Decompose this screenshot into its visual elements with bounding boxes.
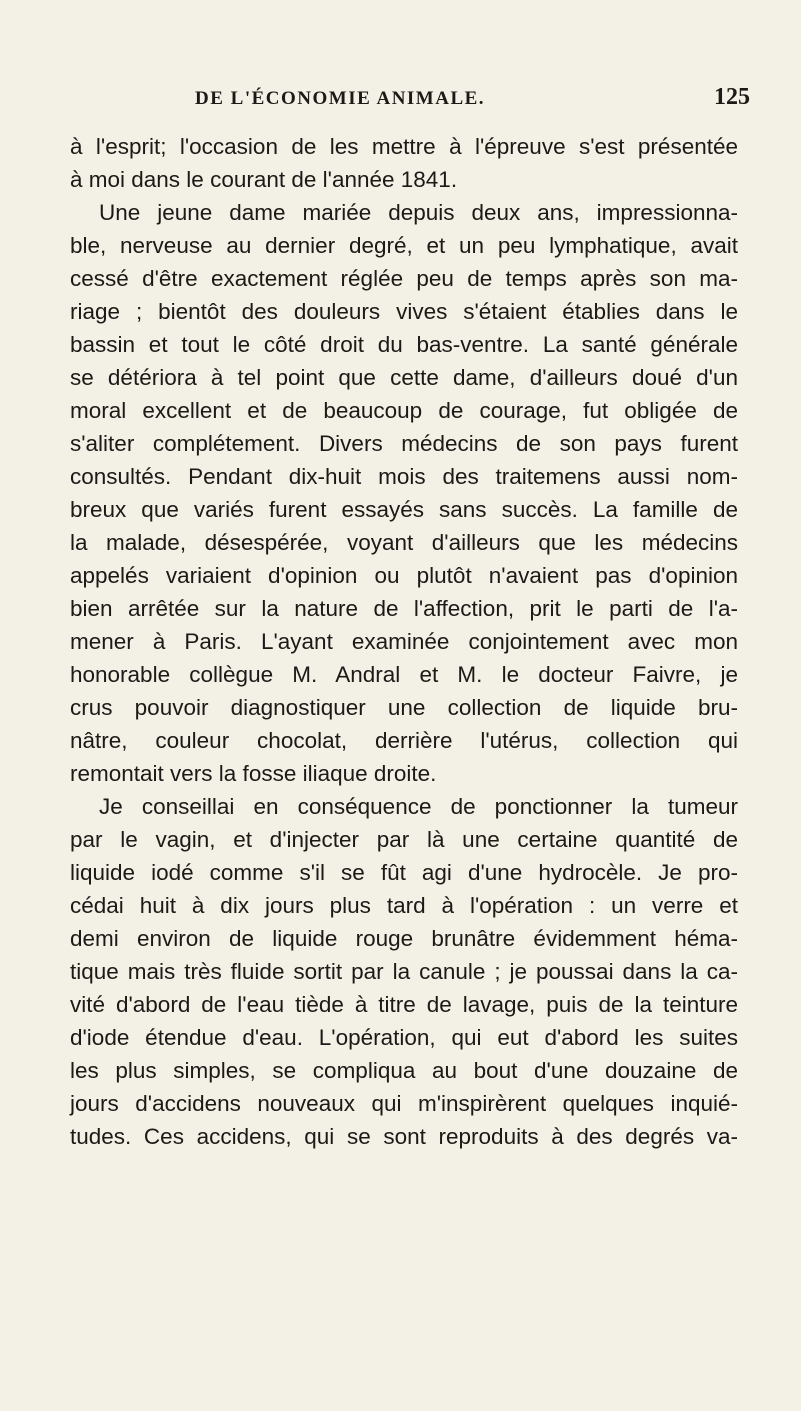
text-line: les plus simples, se compliqua au bout d'une douzaine de [70, 1058, 738, 1083]
text-line: consultés. Pendant dix-huit mois des traitemens aussi nom- [70, 464, 738, 489]
text-line: appelés variaient d'opinion ou plutôt n'avaient pas d'opinion [70, 563, 738, 588]
text-line: nâtre, couleur chocolat, derrière l'utérus, collection qui [70, 728, 738, 753]
text-line: par le vagin, et d'injecter par là une certaine quantité de [70, 827, 738, 852]
text-line: à moi dans le courant de l'année 1841. [70, 167, 458, 192]
text-line: ble, nerveuse au dernier degré, et un peu lymphatique, avait [70, 233, 738, 258]
text-line: bassin et tout le côté droit du bas-ventre. La santé générale [70, 332, 738, 357]
text-line: honorable collègue M. Andral et M. le docteur Faivre, je [70, 662, 738, 687]
text-line: crus pouvoir diagnostiquer une collection de liquide bru- [70, 695, 738, 720]
text-line: jours d'accidens nouveaux qui m'inspirèrent quelques inquié- [70, 1091, 738, 1116]
page-header [0, 84, 801, 118]
text-line: se détériora à tel point que cette dame, d'ailleurs doué d'un [70, 365, 738, 390]
text-line: s'aliter complétement. Divers médecins de son pays furent [70, 431, 738, 456]
text-line: demi environ de liquide rouge brunâtre évidemment héma- [70, 926, 738, 951]
text-line: mener à Paris. L'ayant examinée conjointement avec mon [70, 629, 738, 654]
text-line: Une jeune dame mariée depuis deux ans, impressionna- [99, 200, 738, 225]
text-line: cédai huit à dix jours plus tard à l'opération : un verre et [70, 893, 738, 918]
text-line: breux que variés furent essayés sans succès. La famille de [70, 497, 738, 522]
text-line: liquide iodé comme s'il se fût agi d'une hydrocèle. Je pro- [70, 860, 738, 885]
text-line: la malade, désespérée, voyant d'ailleurs que les médecins [70, 530, 738, 555]
text-line: bien arrêtée sur la nature de l'affection, prit le parti de l'a- [70, 596, 738, 621]
text-line: tique mais très fluide sortit par la canule ; je poussai dans la ca- [70, 959, 738, 984]
text-line: d'iode étendue d'eau. L'opération, qui eut d'abord les suites [70, 1025, 738, 1050]
running-title: DE L'ÉCONOMIE ANIMALE. [195, 88, 486, 109]
text-line: riage ; bientôt des douleurs vives s'étaient établies dans le [70, 299, 738, 324]
text-line: cessé d'être exactement réglée peu de temps après son ma- [70, 266, 738, 291]
text-line: remontait vers la fosse iliaque droite. [70, 761, 437, 786]
text-line: moral excellent et de beaucoup de courage, fut obligée de [70, 398, 738, 423]
body-text [70, 130, 738, 1153]
text-line: tudes. Ces accidens, qui se sont reproduits à des degrés va- [70, 1124, 738, 1149]
text-line: à l'esprit; l'occasion de les mettre à l'épreuve s'est présentée [70, 134, 738, 159]
text-line: vité d'abord de l'eau tiède à titre de lavage, puis de la teinture [70, 992, 738, 1017]
text-line: Je conseillai en conséquence de ponctionner la tumeur [99, 794, 738, 819]
page-number: 125 [714, 84, 750, 110]
